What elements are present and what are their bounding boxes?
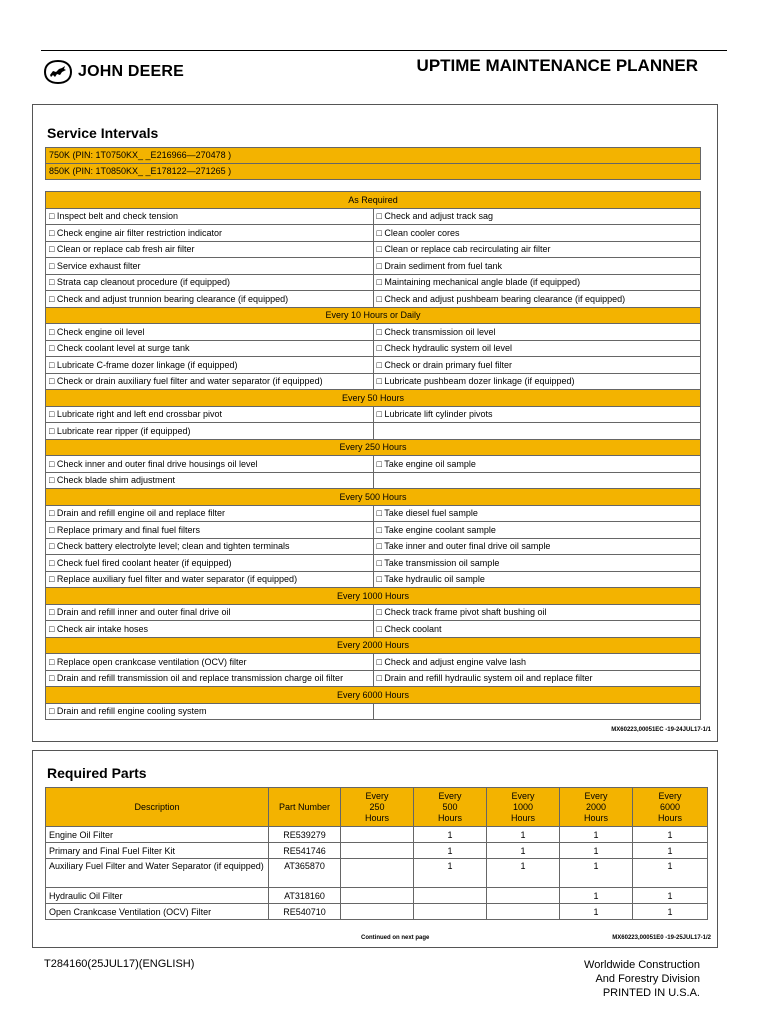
part-quantity: 1 <box>633 827 708 843</box>
reference-code: MX60223,00051E0 -19-25JUL17-1/2 <box>612 935 711 941</box>
task-checkbox-item[interactable]: □ Check transmission oil level <box>373 324 701 341</box>
task-checkbox-item[interactable]: □ Replace primary and final fuel filters <box>46 522 374 539</box>
part-quantity: 1 <box>487 843 560 859</box>
document-id: T284160(25JUL17)(ENGLISH) <box>44 958 195 970</box>
table-row <box>46 555 701 572</box>
task-checkbox-item[interactable]: □ Replace open crankcase ventilation (OCV) filter <box>46 654 374 671</box>
interval-header: Every 1000 Hours <box>46 588 701 605</box>
part-description: Auxiliary Fuel Filter and Water Separator (if equipped) <box>46 859 269 888</box>
interval-header: Every 6000 Hours <box>46 687 701 704</box>
division-line: And Forestry Division <box>595 973 700 985</box>
table-row <box>46 274 701 291</box>
task-checkbox-item[interactable]: □ Check and adjust engine valve lash <box>373 654 701 671</box>
task-checkbox-item[interactable]: □ Check coolant <box>373 621 701 638</box>
table-row <box>46 703 701 720</box>
service-intervals-title: Service Intervals <box>47 125 159 141</box>
printed-note: PRINTED IN U.S.A. <box>602 987 700 999</box>
part-quantity <box>341 888 414 904</box>
task-checkbox-item[interactable]: □ Clean or replace cab fresh air filter <box>46 241 374 258</box>
part-number: AT318160 <box>269 888 341 904</box>
division-line: Worldwide Construction <box>584 959 700 971</box>
part-number: RE540710 <box>269 904 341 920</box>
table-row <box>46 340 701 357</box>
division-info <box>584 958 700 1000</box>
table-row <box>46 670 701 687</box>
required-parts-panel <box>32 750 718 948</box>
task-checkbox-item[interactable]: □ Drain and refill inner and outer final drive oil <box>46 604 374 621</box>
task-checkbox-item[interactable]: □ Check engine air filter restriction indicator <box>46 225 374 242</box>
part-quantity <box>341 843 414 859</box>
table-row <box>46 538 701 555</box>
task-checkbox-item[interactable]: □ Replace auxiliary fuel filter and water separator (if equipped) <box>46 571 374 588</box>
task-checkbox-item[interactable]: □ Check and adjust trunnion bearing clearance (if equipped) <box>46 291 374 308</box>
column-header: Every 250 Hours <box>341 788 414 827</box>
column-header: Every 1000 Hours <box>487 788 560 827</box>
table-row <box>46 888 708 904</box>
column-header: Part Number <box>269 788 341 827</box>
table-row <box>46 258 701 275</box>
table-row <box>46 208 701 225</box>
task-checkbox-item[interactable]: □ Service exhaust filter <box>46 258 374 275</box>
table-row <box>46 472 701 489</box>
task-checkbox-item[interactable]: □ Check coolant level at surge tank <box>46 340 374 357</box>
table-row <box>46 904 708 920</box>
table-row <box>46 571 701 588</box>
interval-header: Every 250 Hours <box>46 439 701 456</box>
part-quantity <box>487 904 560 920</box>
part-quantity <box>414 904 487 920</box>
task-checkbox-item[interactable]: □ Clean cooler cores <box>373 225 701 242</box>
interval-header-row <box>46 390 701 407</box>
task-checkbox-item[interactable]: □ Check fuel fired coolant heater (if equipped) <box>46 555 374 572</box>
task-checkbox-item[interactable]: □ Check battery electrolyte level; clean and tighten terminals <box>46 538 374 555</box>
task-checkbox-item[interactable]: □ Inspect belt and check tension <box>46 208 374 225</box>
task-checkbox-item[interactable]: □ Clean or replace cab recirculating air filter <box>373 241 701 258</box>
column-header: Every 6000 Hours <box>633 788 708 827</box>
part-quantity: 1 <box>414 843 487 859</box>
task-checkbox-item[interactable]: □ Check and adjust pushbeam bearing clearance (if equipped) <box>373 291 701 308</box>
required-parts-title: Required Parts <box>47 765 147 781</box>
part-quantity <box>341 827 414 843</box>
part-quantity: 1 <box>560 859 633 888</box>
task-checkbox-item[interactable]: □ Drain and refill hydraulic system oil and replace filter <box>373 670 701 687</box>
interval-header: Every 50 Hours <box>46 390 701 407</box>
brand-name: JOHN DEERE <box>78 63 185 80</box>
table-row <box>46 621 701 638</box>
table-row <box>46 604 701 621</box>
table-row <box>46 357 701 374</box>
table-row <box>46 456 701 473</box>
header-rule <box>41 50 727 51</box>
deer-badge-icon <box>44 60 72 84</box>
part-quantity: 1 <box>560 904 633 920</box>
interval-header: Every 2000 Hours <box>46 637 701 654</box>
task-checkbox-item[interactable]: □ Lubricate right and left end crossbar pivot <box>46 406 374 423</box>
task-checkbox-item[interactable]: □ Lubricate pushbeam dozer linkage (if equipped) <box>373 373 701 390</box>
column-header: Description <box>46 788 269 827</box>
part-quantity: 1 <box>633 859 708 888</box>
interval-header-row <box>46 489 701 506</box>
task-checkbox-item[interactable]: □ Take diesel fuel sample <box>373 505 701 522</box>
task-checkbox-item[interactable]: □ Check air intake hoses <box>46 621 374 638</box>
task-checkbox-item[interactable] <box>373 703 701 720</box>
task-checkbox-item[interactable] <box>373 423 701 440</box>
part-quantity: 1 <box>414 827 487 843</box>
part-quantity: 1 <box>487 827 560 843</box>
task-checkbox-item[interactable]: □ Check hydraulic system oil level <box>373 340 701 357</box>
table-row <box>46 827 708 843</box>
part-description: Open Crankcase Ventilation (OCV) Filter <box>46 904 269 920</box>
table-row <box>46 423 701 440</box>
part-description: Hydraulic Oil Filter <box>46 888 269 904</box>
part-number: RE541746 <box>269 843 341 859</box>
task-checkbox-item[interactable]: □ Check engine oil level <box>46 324 374 341</box>
task-checkbox-item[interactable]: □ Check inner and outer final drive housings oil level <box>46 456 374 473</box>
service-intervals-panel <box>32 104 718 742</box>
part-quantity: 1 <box>560 827 633 843</box>
task-checkbox-item[interactable]: □ Take engine oil sample <box>373 456 701 473</box>
part-quantity: 1 <box>560 843 633 859</box>
part-quantity: 1 <box>560 888 633 904</box>
table-row <box>46 324 701 341</box>
task-checkbox-item[interactable]: □ Maintaining mechanical angle blade (if equipped) <box>373 274 701 291</box>
part-quantity: 1 <box>633 888 708 904</box>
interval-header: As Required <box>46 192 701 209</box>
task-checkbox-item[interactable]: □ Check and adjust track sag <box>373 208 701 225</box>
table-row <box>46 241 701 258</box>
table-row <box>46 373 701 390</box>
task-checkbox-item[interactable]: □ Check blade shim adjustment <box>46 472 374 489</box>
table-row <box>46 406 701 423</box>
part-number: RE539279 <box>269 827 341 843</box>
service-intervals-table <box>45 191 701 720</box>
pin-row: 850K (PIN: 1T0850KX_ _E178122—271265 ) <box>45 163 701 180</box>
task-checkbox-item[interactable]: □ Check track frame pivot shaft bushing oil <box>373 604 701 621</box>
interval-header-row <box>46 637 701 654</box>
task-checkbox-item[interactable] <box>373 472 701 489</box>
part-quantity <box>487 888 560 904</box>
part-quantity <box>341 859 414 888</box>
required-parts-table <box>45 787 708 920</box>
table-row <box>46 859 708 888</box>
task-checkbox-item[interactable]: □ Lubricate lift cylinder pivots <box>373 406 701 423</box>
task-checkbox-item[interactable]: □ Take hydraulic oil sample <box>373 571 701 588</box>
task-checkbox-item[interactable]: □ Lubricate C-frame dozer linkage (if equipped) <box>46 357 374 374</box>
interval-header-row <box>46 687 701 704</box>
part-quantity <box>341 904 414 920</box>
interval-header-row <box>46 307 701 324</box>
interval-header: Every 10 Hours or Daily <box>46 307 701 324</box>
part-quantity: 1 <box>487 859 560 888</box>
task-checkbox-item[interactable]: □ Check or drain primary fuel filter <box>373 357 701 374</box>
pin-list <box>45 147 701 180</box>
task-checkbox-item[interactable]: □ Drain sediment from fuel tank <box>373 258 701 275</box>
table-row <box>46 522 701 539</box>
interval-header-row <box>46 192 701 209</box>
table-row <box>46 225 701 242</box>
table-row <box>46 843 708 859</box>
task-checkbox-item[interactable]: □ Drain and refill engine cooling system <box>46 703 374 720</box>
table-row <box>46 654 701 671</box>
task-checkbox-item[interactable]: □ Drain and refill engine oil and replace filter <box>46 505 374 522</box>
interval-header-row <box>46 439 701 456</box>
column-header: Every 500 Hours <box>414 788 487 827</box>
part-description: Engine Oil Filter <box>46 827 269 843</box>
continued-note: Continued on next page <box>361 935 430 941</box>
column-header: Every 2000 Hours <box>560 788 633 827</box>
task-checkbox-item[interactable]: □ Lubricate rear ripper (if equipped) <box>46 423 374 440</box>
john-deere-logo <box>44 60 184 84</box>
part-quantity: 1 <box>633 843 708 859</box>
part-description: Primary and Final Fuel Filter Kit <box>46 843 269 859</box>
task-checkbox-item[interactable]: □ Take engine coolant sample <box>373 522 701 539</box>
task-checkbox-item[interactable]: □ Check or drain auxiliary fuel filter and water separator (if equipped) <box>46 373 374 390</box>
part-quantity <box>414 888 487 904</box>
pin-row: 750K (PIN: 1T0750KX_ _E216966—270478 ) <box>45 147 701 163</box>
task-checkbox-item[interactable]: □ Take inner and outer final drive oil sample <box>373 538 701 555</box>
part-number: AT365870 <box>269 859 341 888</box>
part-quantity: 1 <box>633 904 708 920</box>
table-row <box>46 505 701 522</box>
page-title: UPTIME MAINTENANCE PLANNER <box>416 56 698 75</box>
table-row <box>46 291 701 308</box>
interval-header: Every 500 Hours <box>46 489 701 506</box>
task-checkbox-item[interactable]: □ Drain and refill transmission oil and replace transmission charge oil filter <box>46 670 374 687</box>
reference-code: MX60223,00051EC -19-24JUL17-1/1 <box>611 727 711 733</box>
task-checkbox-item[interactable]: □ Strata cap cleanout procedure (if equipped) <box>46 274 374 291</box>
interval-header-row <box>46 588 701 605</box>
part-quantity: 1 <box>414 859 487 888</box>
task-checkbox-item[interactable]: □ Take transmission oil sample <box>373 555 701 572</box>
